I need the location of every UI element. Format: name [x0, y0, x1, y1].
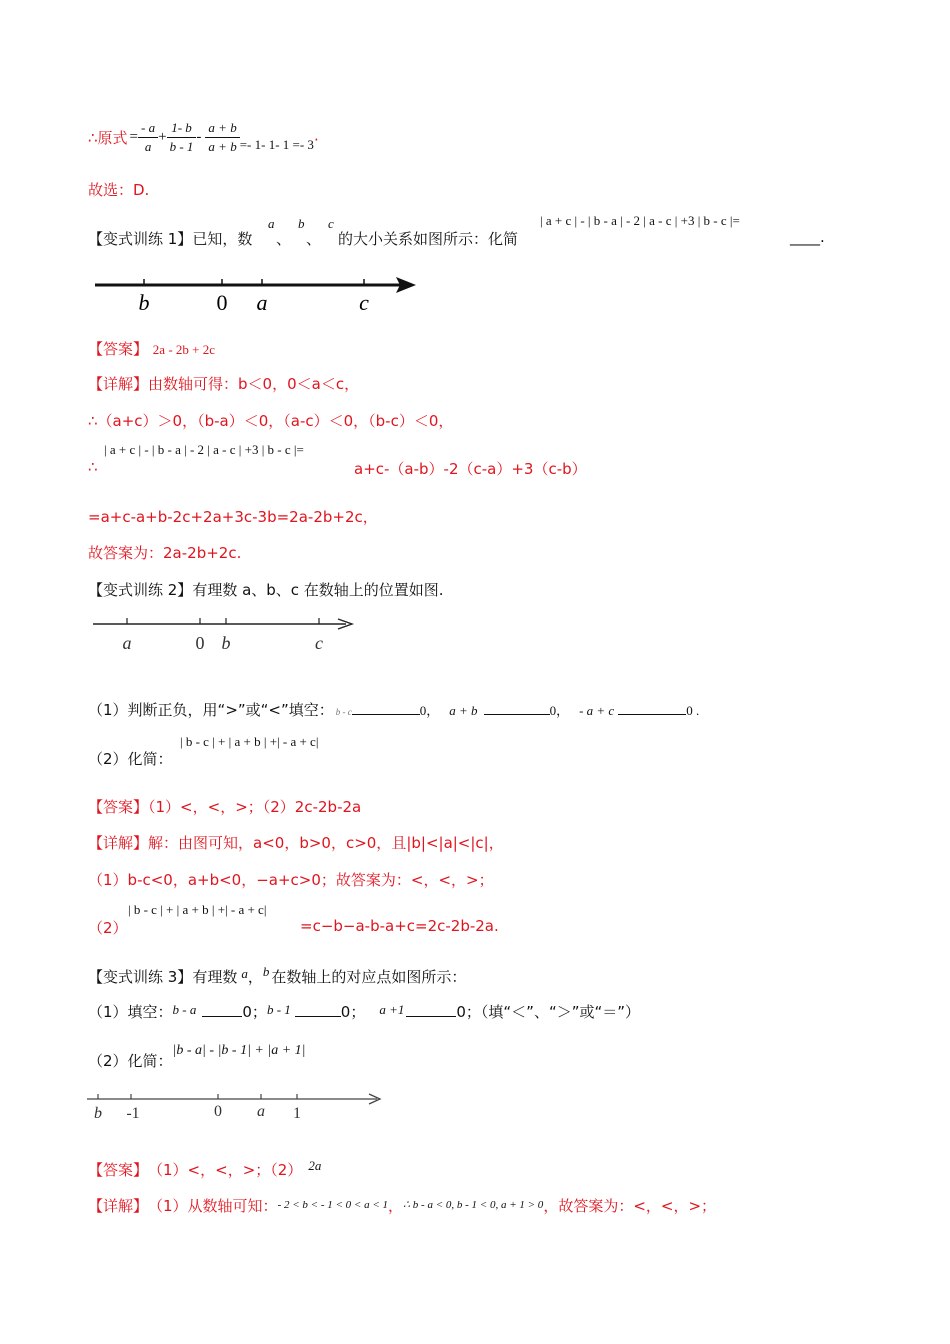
- variant-2-text: 有理数 a、b、c 在数轴上的位置如图.: [192, 581, 444, 599]
- end-dot: ·: [313, 131, 319, 149]
- variant-2-detail-line-2: （1）b-c<0，a+b<0，−a+c>0；故答案为：<，<，>；: [88, 871, 494, 889]
- variant-2-answer: （1）<，<，>；（2）2c-2b-2a: [148, 798, 362, 816]
- fraction-2-denominator: b - 1: [169, 138, 194, 154]
- fraction-1: [138, 119, 158, 156]
- variant-1-var-b: b: [298, 216, 305, 231]
- variant-1-text-part2: 的大小关系如图所示：化简: [338, 230, 519, 248]
- variant-3-q1-blank-3[interactable]: [406, 1002, 456, 1017]
- variant-3-q1-expr-2: b - 1: [266, 1002, 291, 1017]
- variant-3-var-a: a: [241, 966, 248, 981]
- number-line-3-label-1: 1: [293, 1105, 301, 1122]
- variant-1-detail-line-5: 故答案为：2a-2b+2c.: [88, 544, 242, 562]
- variant-2-detail-line-1: [88, 832, 504, 853]
- number-line-2: [90, 612, 360, 656]
- minus-sign: -: [196, 128, 202, 145]
- number-line-2-label-c: c: [315, 633, 323, 653]
- variant-1-tag: 【变式训练 1】: [88, 230, 193, 248]
- variant-3-answer-line: [88, 1159, 321, 1180]
- variant-1-therefore: ∴: [88, 458, 98, 476]
- detail-tag: 【详解】: [88, 1197, 149, 1215]
- variant-3-q1-blank-2[interactable]: [295, 1002, 341, 1017]
- variant-2-q1-line: [88, 699, 699, 720]
- fraction-3: [205, 119, 239, 156]
- result-expression: =- 1- 1- 1 =- 3: [239, 137, 314, 152]
- variant-3-answer: （1）<，<，>；（2）: [148, 1161, 303, 1179]
- variant-3-detail-comma: ，: [388, 1197, 404, 1215]
- variant-3-text-part1: 有理数: [192, 968, 238, 986]
- detail-tag: 【详解】: [88, 834, 149, 852]
- detail-tag: 【详解】: [88, 375, 149, 393]
- number-line-2-label-0: 0: [195, 633, 205, 653]
- choice-line: 故选：D.: [88, 181, 150, 199]
- variant-1-expression: | a + c | - | b - a | - 2 | a - c | +3 | b - c |=: [540, 213, 740, 228]
- variant-2-heading-line: [88, 579, 444, 600]
- variant-1-heading-line: [88, 228, 252, 249]
- variant-1-detail-3-expression: | a + c | - | b - a | - 2 | a - c | +3 | b - c |=: [104, 442, 304, 457]
- variant-3-detail-expression-1: - 2 < b < - 1 < 0 < a < 1: [277, 1199, 389, 1211]
- variant-3-answer-math: 2a: [308, 1158, 322, 1173]
- fraction-2-numerator: 1- b: [167, 119, 197, 138]
- variant-1-var-c: c: [328, 216, 334, 231]
- answer-tag: 【答案】: [88, 340, 149, 358]
- answer-tag: 【答案】: [88, 798, 149, 816]
- number-line-3-label-0: 0: [214, 1103, 222, 1120]
- variant-3-tag: 【变式训练 3】: [88, 968, 193, 986]
- variant-2-q1-blank-1[interactable]: [352, 700, 420, 715]
- variant-2-detail-3-expression: | b - c | + | a + b | +| - a + c|: [128, 902, 267, 917]
- number-line-1-label-a: a: [256, 290, 268, 315]
- variant-2-q1-prefix: （1）判断正负，用“>”或“<”填空：: [88, 701, 334, 719]
- variant-1-answer: 2a - 2b + 2c: [152, 342, 215, 357]
- number-line-2-label-a: a: [122, 633, 132, 653]
- variant-1-detail-line-4: =a+c-a+b-2c+2a+3c-3b=2a-2b+2c，: [88, 508, 378, 526]
- variant-3-q2-line: [88, 1043, 306, 1071]
- number-line-1-label-b: b: [138, 290, 150, 315]
- variant-3-q1-zero-3: 0；（填“＜”、“＞”或“＝”）: [456, 1003, 641, 1021]
- variant-3-q2-prefix: （2）化简：: [88, 1052, 173, 1070]
- variant-3-heading-line: [88, 966, 466, 987]
- variant-2-detail-1: 解：由图可知，a<0，b>0，c>0，且|b|<|a|<|c|，: [148, 834, 504, 852]
- variant-3-q1-expr-3: a +1: [379, 1002, 405, 1017]
- plus-sign: +: [158, 128, 167, 145]
- number-line-3-label-b: b: [94, 1105, 102, 1122]
- variant-3-q1-blank-1[interactable]: [202, 1002, 242, 1017]
- variant-2-answer-line: [88, 796, 361, 817]
- variant-3-text-part2: 在数轴上的对应点如图所示：: [271, 968, 467, 986]
- variant-1-answer-blank: ____.: [790, 228, 825, 246]
- fraction-2: [167, 119, 197, 156]
- variant-2-q1-zero-2: 0，: [549, 703, 570, 718]
- variant-2-q1-expr-1: b - c: [335, 707, 352, 717]
- variant-1-text-part1: 已知，数: [192, 230, 253, 248]
- variant-3-q1-zero-1: 0；: [242, 1003, 267, 1021]
- variant-2-q2-expression: | b - c | + | a + b | +| - a + c|: [180, 734, 319, 749]
- variant-2-q1-expr-2: a + b: [449, 703, 478, 718]
- number-line-1: [90, 268, 420, 320]
- variant-3-q2-expression: |b - a| - |b - 1| + |a + 1|: [172, 1043, 306, 1058]
- number-line-1-label-0: 0: [216, 290, 228, 315]
- variant-2-detail-3-prefix: （2）: [88, 919, 128, 937]
- variant-3-detail-expression-2: ∴ b - a < 0, b - 1 < 0, a + 1 > 0: [403, 1199, 544, 1211]
- variant-3-detail-line: [88, 1195, 716, 1216]
- number-line-1-label-c: c: [359, 290, 369, 315]
- equals-sign: =: [129, 128, 139, 145]
- variant-2-q1-zero-3: 0 .: [686, 703, 700, 718]
- number-line-3-label-neg1: -1: [126, 1105, 140, 1122]
- variant-3-q1-expr-1: b - a: [172, 1002, 197, 1017]
- variant-3-detail-tail: ，故答案为：<，<，>；: [543, 1197, 717, 1215]
- variant-1-answer-line: [88, 338, 215, 359]
- variant-3-q1-zero-2: 0；: [340, 1003, 366, 1021]
- number-line-3-label-a: a: [257, 1103, 265, 1120]
- fraction-3-numerator: a + b: [205, 119, 239, 138]
- variant-3-var-b: b: [262, 964, 270, 979]
- fraction-1-denominator: a: [144, 138, 152, 154]
- fraction-1-numerator: - a: [138, 119, 158, 138]
- variant-1-sep-2: 、: [306, 230, 322, 248]
- variant-2-q1-expr-3: - a + c: [579, 703, 615, 718]
- variant-2-detail-3-rhs: =c−b−a-b-a+c=2c-2b-2a.: [300, 917, 499, 935]
- variant-1-sep-1: 、: [276, 230, 292, 248]
- variant-1-detail-3-rhs: a+c-（a-b）-2（c-a）+3（c-b）: [354, 460, 587, 478]
- variant-3-sep: ，: [247, 968, 263, 986]
- variant-2-tag: 【变式训练 2】: [88, 581, 193, 599]
- variant-1-detail-line-2: ∴（a+c）＞0，（b-a）＜0，（a-c）＜0，（b-c）＜0，: [88, 412, 454, 430]
- variant-3-q1-line: [88, 1001, 640, 1022]
- variant-2-q2-prefix: （2）化简：: [88, 750, 173, 768]
- answer-tag: 【答案】: [88, 1161, 149, 1179]
- variant-1-var-a: a: [268, 216, 275, 231]
- number-line-2-label-b: b: [221, 633, 231, 653]
- variant-1-detail-line-1: [88, 373, 359, 394]
- variant-3-q1-prefix: （1）填空：: [88, 1003, 173, 1021]
- variant-2-q1-blank-2[interactable]: [484, 700, 550, 715]
- prev-solution-line: [88, 116, 319, 158]
- number-line-3: [85, 1090, 385, 1124]
- variant-3-detail-1: （1）从数轴可知：: [148, 1197, 278, 1215]
- fraction-3-denominator: a + b: [208, 138, 237, 154]
- therefore-original-label: ∴原式: [88, 128, 128, 147]
- variant-1-detail-1: 由数轴可得：b＜0，0＜a＜c，: [148, 375, 360, 393]
- variant-2-q1-blank-3[interactable]: [618, 700, 686, 715]
- variant-2-q1-zero-1: 0，: [419, 703, 440, 718]
